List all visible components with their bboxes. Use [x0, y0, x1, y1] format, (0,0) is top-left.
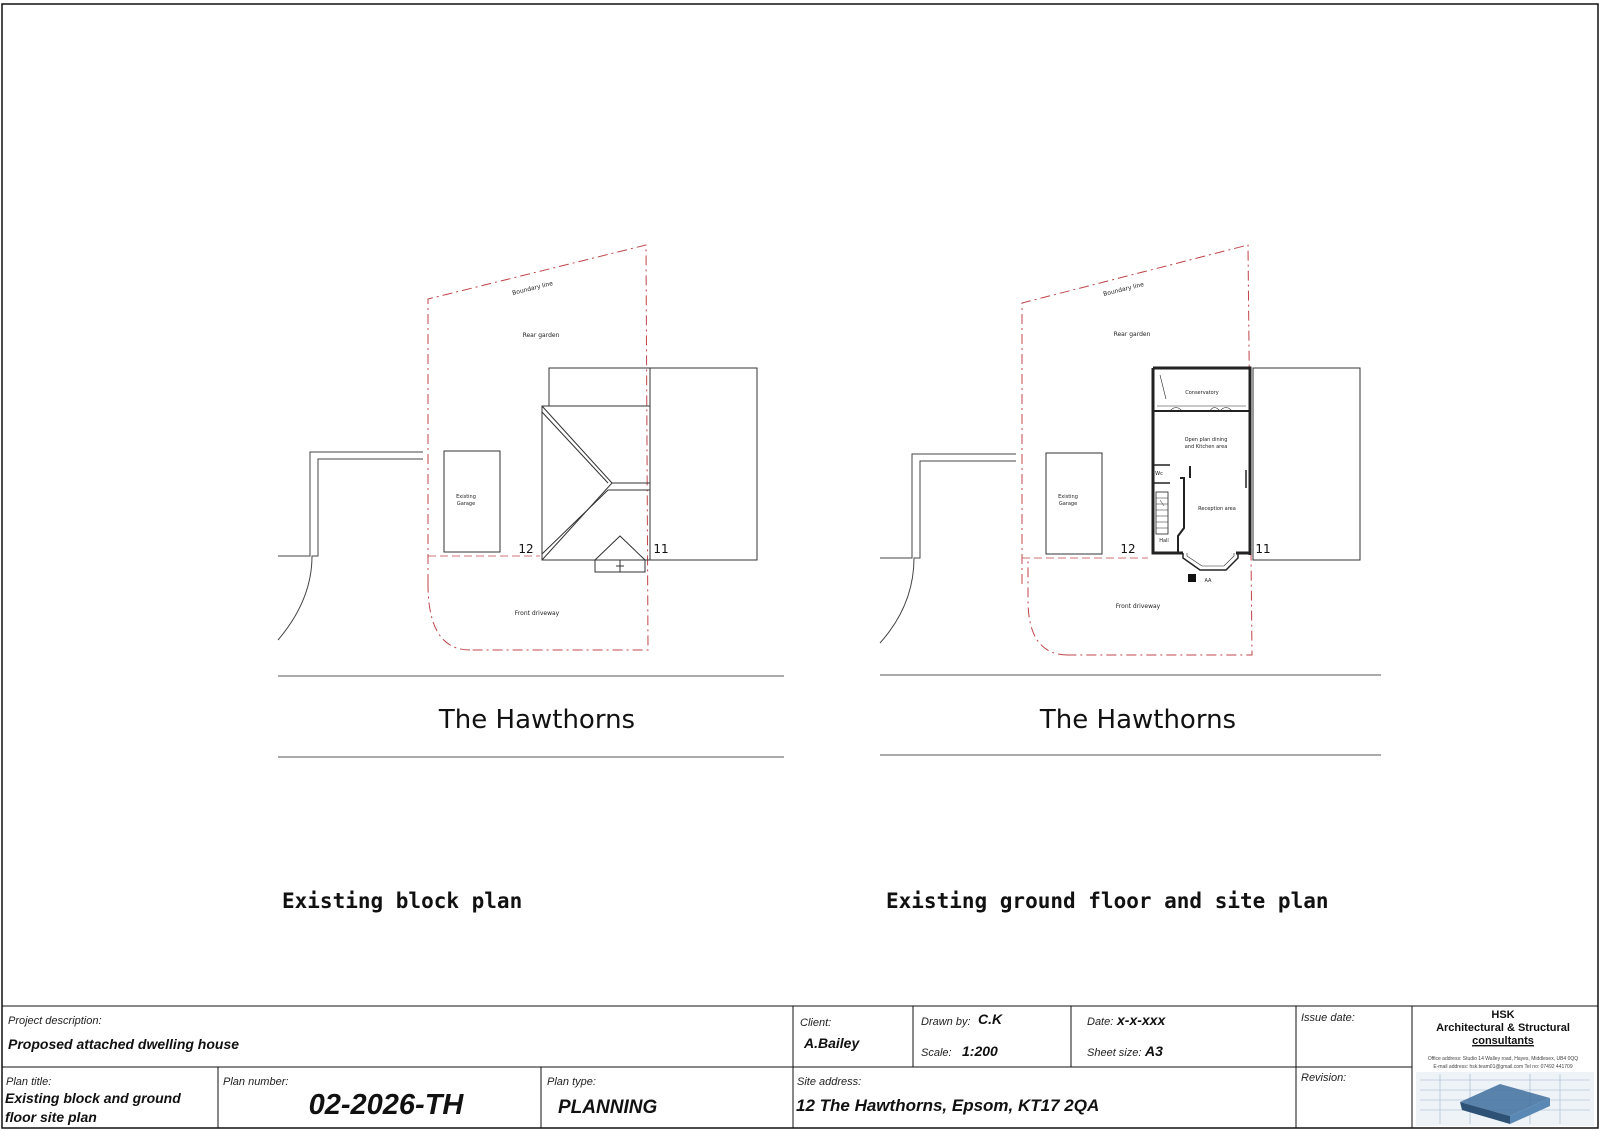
house-sketch-icon [1416, 1072, 1594, 1126]
garage-label-line1: Existing [456, 494, 476, 500]
house-number-12: 12 [518, 542, 534, 556]
sheet-size-value: A3 [1145, 1043, 1163, 1059]
house-12-roof [542, 368, 757, 572]
boundary-curve [428, 584, 470, 650]
drawn-by-value: C.K [978, 1011, 1003, 1027]
sheet-size-label: Sheet size: [1087, 1047, 1142, 1059]
side-path [880, 454, 1016, 643]
garage-label-line1: Existing [1058, 494, 1078, 500]
ground-floor-site-plan [880, 245, 1381, 913]
section-marker-arrow [1188, 574, 1196, 582]
date-label: Date: [1087, 1016, 1114, 1028]
room-label-conservatory: Conservatory [1185, 390, 1219, 396]
room-label-wc: Wc [1155, 471, 1163, 477]
issue-date-label: Issue date: [1301, 1012, 1355, 1024]
scale-value: 1:200 [962, 1043, 998, 1059]
boundary-label: Boundary line [511, 280, 554, 297]
plan-type: PLANNING [558, 1097, 658, 1118]
company-name-line2: Architectural & Structural [1436, 1022, 1570, 1034]
scale-label: Scale: [921, 1047, 952, 1059]
boundary-line [428, 245, 648, 650]
front-driveway-label: Front driveway [514, 610, 560, 617]
room-label-hall: Hall [1159, 538, 1169, 544]
section-marker-label: AA [1204, 578, 1212, 584]
room-label-kitchen-line1: Open plan dining [1184, 437, 1228, 443]
boundary-curve [1028, 560, 1068, 655]
drawn-by-label: Drawn by: [921, 1016, 971, 1028]
title-block [2, 1006, 1598, 1128]
block-plan [278, 245, 784, 913]
site-address: 12 The Hawthorns, Epsom, KT17 2QA [796, 1096, 1100, 1115]
garage-label-line2: Garage [1058, 501, 1078, 507]
company-name-line1: HSK [1491, 1009, 1515, 1021]
boundary-label: Boundary line [1102, 281, 1145, 298]
plan-heading: Existing ground floor and site plan [886, 889, 1329, 913]
plan-heading: Existing block plan [282, 889, 523, 913]
client-value: A.Bailey [804, 1035, 860, 1051]
plan-title-line1: Existing block and ground [5, 1090, 181, 1106]
plan-number-label: Plan number: [223, 1076, 289, 1088]
rear-garden-label: Rear garden [1113, 331, 1151, 338]
house-number-12: 12 [1120, 542, 1136, 556]
company-contact: E-mail address: hsk.team01@gmail.com Tel no: 07492 441709 [1433, 1064, 1573, 1070]
plan-title-label: Plan title: [6, 1076, 52, 1088]
plan-number: 02-2026-TH [308, 1089, 464, 1121]
project-description-label: Project description: [8, 1015, 102, 1027]
room-label-kitchen-line2: and Kitchen area [1184, 444, 1228, 450]
house-number-11: 11 [653, 542, 669, 556]
project-description: Proposed attached dwelling house [8, 1036, 240, 1052]
house-11-outline [1253, 368, 1360, 560]
site-address-label: Site address: [797, 1076, 862, 1088]
sheet-border [2, 4, 1598, 1128]
road-name: The Hawthorns [438, 705, 636, 735]
company-name-line3: consultants [1472, 1035, 1534, 1047]
company-logo [1416, 1009, 1594, 1126]
side-path [278, 452, 423, 640]
house-number-11: 11 [1255, 542, 1271, 556]
date-value: x-x-xxx [1117, 1012, 1166, 1028]
front-driveway-label: Front driveway [1115, 603, 1161, 610]
road-name: The Hawthorns [1039, 705, 1237, 735]
revision-label: Revision: [1301, 1072, 1347, 1084]
room-label-reception: Reception area [1198, 506, 1236, 512]
boundary-line [1022, 245, 1252, 655]
client-label: Client: [800, 1017, 832, 1029]
plan-type-label: Plan type: [547, 1076, 596, 1088]
rear-garden-label: Rear garden [522, 332, 560, 339]
plan-title-line2: floor site plan [5, 1109, 97, 1125]
garage-label-line2: Garage [456, 501, 476, 507]
company-office: Office address: Studio 14 Walley road, Hayes, Middlesex, UB4 0QQ [1427, 1056, 1579, 1062]
